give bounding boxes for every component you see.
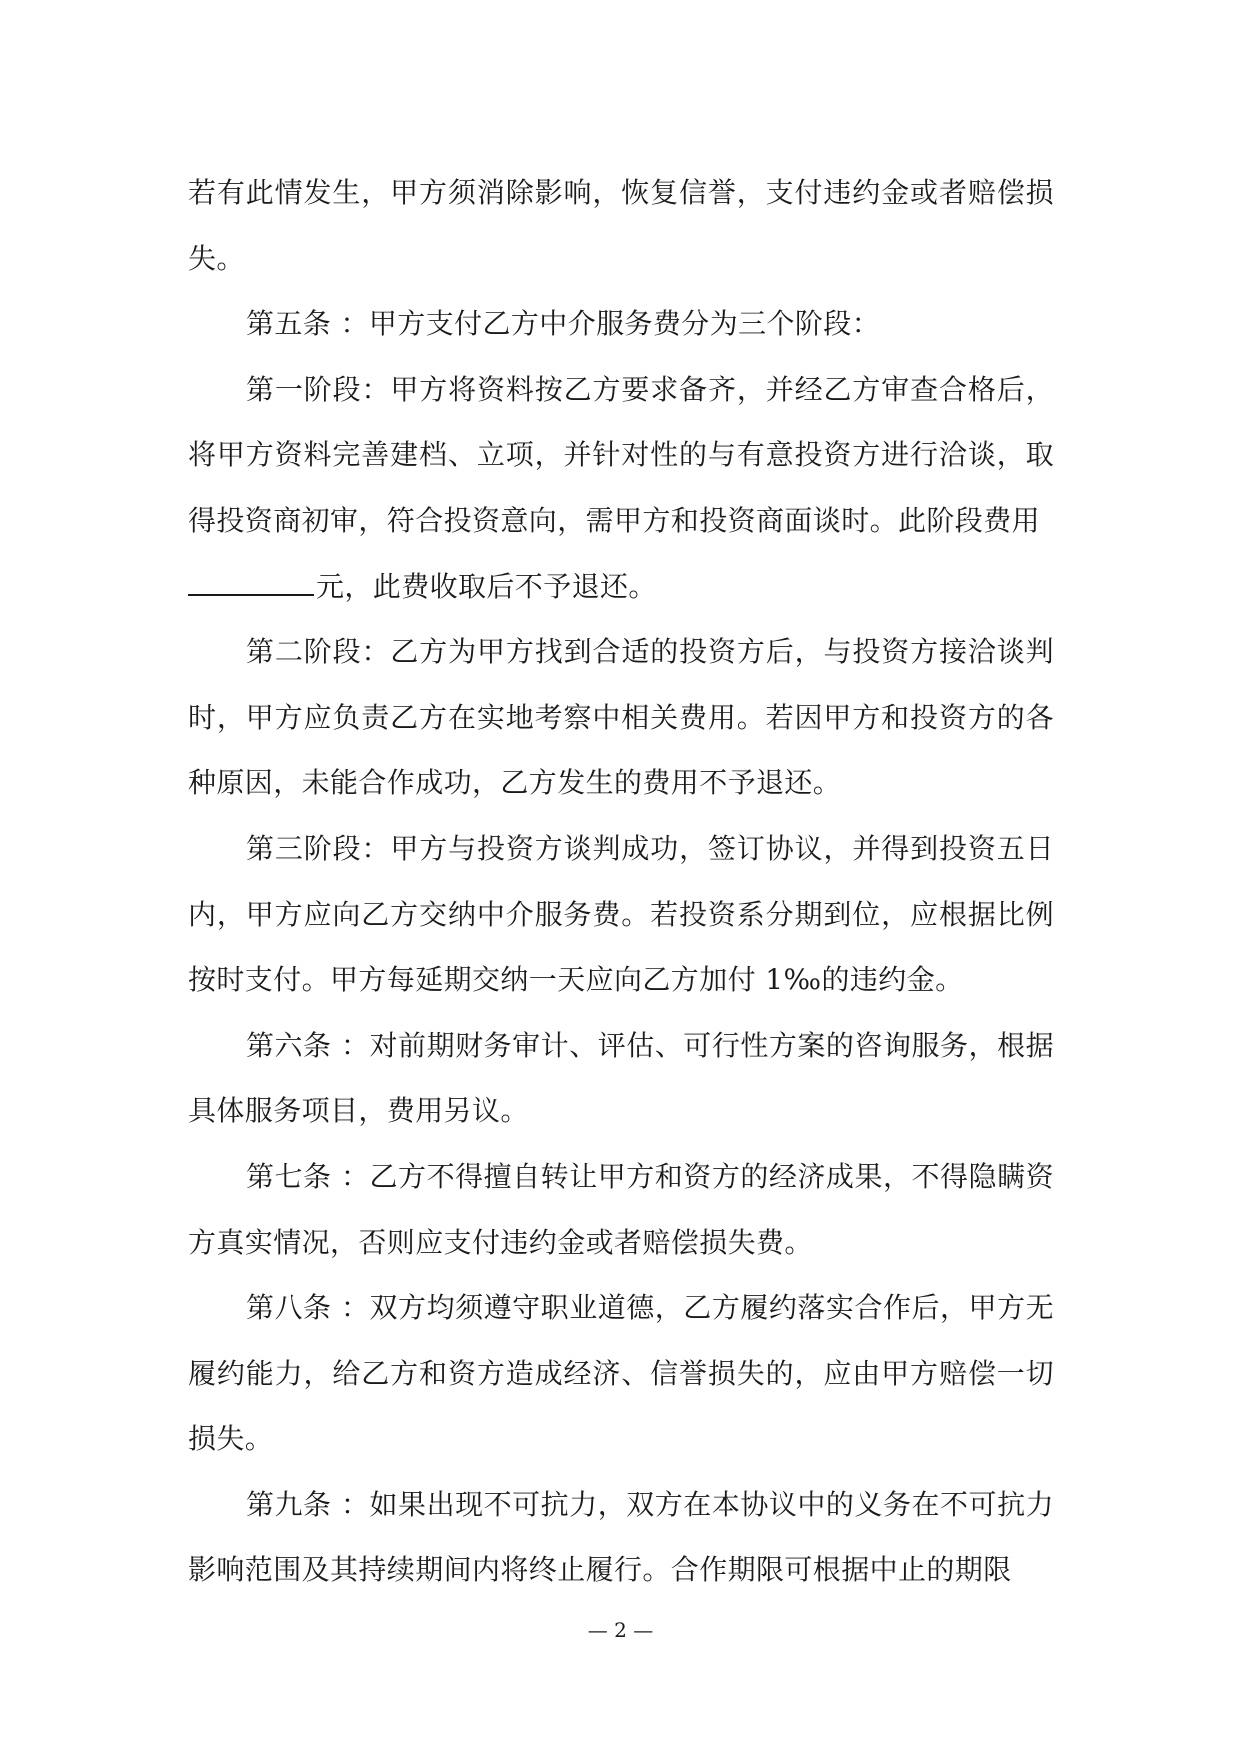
paragraph-stage-1-fee (188, 554, 1054, 620)
paragraph-text: 元，此费收取后不予退还。 (316, 569, 657, 603)
paragraph-text: 第一阶段：甲方将资料按乙方要求备齐，并经乙方审查合格后，将甲方资料完善建档、立项，并针对性的与有意投资方进行洽谈，取得投资商初审，符合投资意向，需甲方和投资商面谈时。此阶段费用 (188, 372, 1054, 537)
document-body (188, 160, 1054, 1603)
paragraph-text: 若有此情发生，甲方须消除影响，恢复信誉，支付违约金或者赔偿损失。 (188, 176, 1054, 275)
paragraph-text: 第七条 ：乙方不得擅自转让甲方和资方的经济成果，不得隐瞒资方真实情况，否则应支付违约金或者赔偿损失费。 (188, 1159, 1054, 1259)
paragraph-stage-1 (188, 357, 1054, 554)
paragraph-text: 第二阶段：乙方为甲方找到合适的投资方后，与投资方接洽谈判时，甲方应负责乙方在实地考察中相关费用。若因甲方和投资方的各种原因，未能合作成功，乙方发生的费用不予退还。 (188, 635, 1054, 800)
paragraph-stage-3 (188, 816, 1054, 1013)
paragraph-article-5 (188, 291, 1054, 357)
paragraph-text: 第九条 ：如果出现不可抗力，双方在本协议中的义务在不可抗力影响范围及其持续期间内将终止履行。合作期限可根据中止的期限 (188, 1487, 1054, 1587)
paragraph-text: 第三阶段：甲方与投资方谈判成功，签订协议，并得到投资五日内，甲方应向乙方交纳中介服务费。若投资系分期到位，应根据比例按时支付。甲方每延期交纳一天应向乙方加付 1‰的违约金。 (188, 831, 1054, 997)
paragraph-article-7 (188, 1144, 1054, 1275)
paragraph-text: 第五条 ：甲方支付乙方中介服务费分为三个阶段： (246, 307, 881, 341)
paragraph-text: 第八条 ：双方均须遵守职业道德，乙方履约落实合作后，甲方无履约能力，给乙方和资方造成经济、信誉损失的，应由甲方赔偿一切损失。 (188, 1291, 1054, 1456)
page-number: — 2 — (587, 1618, 654, 1642)
paragraph-article-8 (188, 1275, 1054, 1472)
paragraph-continuation (188, 160, 1054, 291)
paragraph-article-6 (188, 1013, 1054, 1144)
paragraph-stage-2 (188, 619, 1054, 816)
paragraph-article-9 (188, 1472, 1054, 1603)
fee-blank-line (188, 570, 314, 596)
paragraph-text: 第六条 ：对前期财务审计、评估、可行性方案的咨询服务，根据具体服务项目，费用另议。 (188, 1028, 1054, 1128)
